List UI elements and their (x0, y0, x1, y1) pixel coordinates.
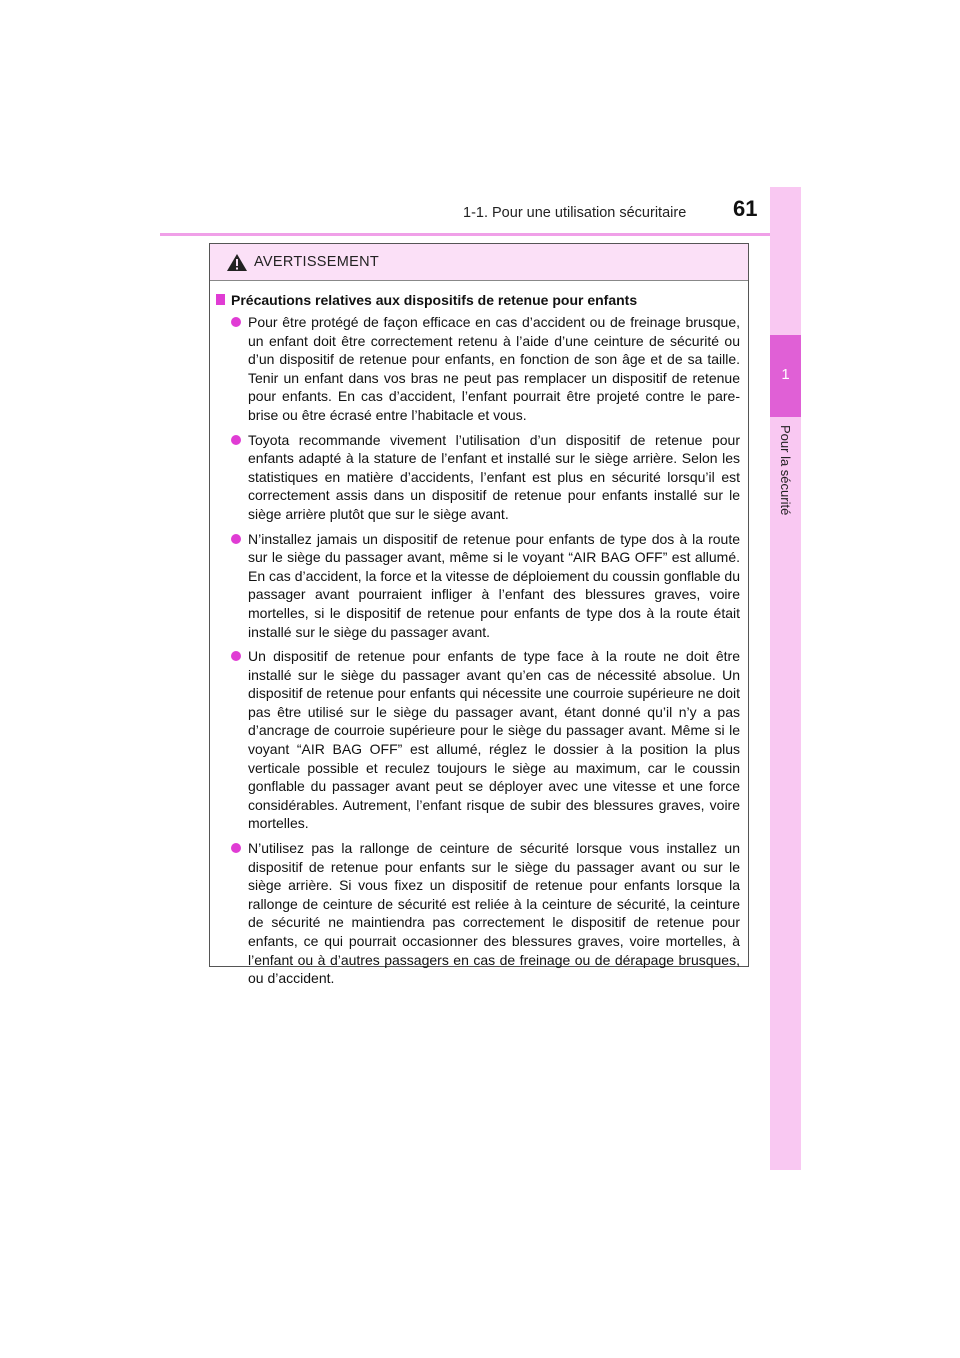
page-number: 61 (733, 196, 758, 221)
square-bullet-icon (216, 294, 225, 305)
warning-box (209, 243, 749, 987)
list-item (216, 313, 740, 425)
warning-header (210, 244, 748, 281)
list-item-text: Toyota recommande vivement l’utilisation d’un dispositif de retenue pour enfants adapté à la stature de l’enfant et installé sur le siège arrière. Selon les statistiques en matière d’accidents, l’enfant est plus en sécurité lorsqu’il est correctement assis dans un dispositif de retenue pour enfants installé sur le siège arrière plutôt que sur le siège avant. (248, 431, 740, 522)
section-title: 1-1. Pour une utilisation sécuritaire (463, 205, 687, 221)
list-item (216, 431, 740, 524)
warning-triangle-icon (226, 253, 248, 272)
side-tab-number: 1 (781, 366, 790, 383)
header-rule (160, 233, 800, 236)
section-heading (216, 291, 740, 309)
side-tab-label: Pour la sécurité (778, 425, 793, 516)
round-bullet-icon (231, 317, 241, 327)
list-item (216, 839, 740, 988)
warning-content (210, 281, 748, 988)
list-item (216, 647, 740, 833)
list-item-text: N’utilisez pas la rallonge de ceinture de sécurité lorsque vous installez un dispositif de retenue pour enfants sur le siège du passager avant ou sur le siège arrière. Si vous fixez un dispositif de retenue pour enfants lorsque la rallonge de ceinture de sécurité est reliée à la ceinture de sécurité, la ceinture de sécurité ne maintiendra pas correctement le dispositif de retenue pour enfants, ce qui pourrait occasionner des blessures graves, voire mortelles, à l’enfant ou à d’autres passagers en cas de freinage ou de dérapage brusques, ou d’accident. (248, 840, 740, 987)
round-bullet-icon (231, 534, 241, 544)
list-item-text: Pour être protégé de façon efficace en cas d’accident ou de freinage brusque, un enfant doit être correctement retenu à l’aide d’une ceinture de sécurité ou d’un dispositif de retenue pour enfants, en fonction de son âge et de sa taille. Tenir un enfant dans vos bras ne peut pas remplacer un dispositif de retenue pour enfants. En cas d’accident, l’enfant pourrait être projeté contre le pare-brise ou être écrasé entre l’habitacle et vous. (248, 314, 740, 423)
section-heading-text: Précautions relatives aux dispositifs de retenue pour enfants (231, 292, 638, 308)
list-item-text: N’installez jamais un dispositif de retenue pour enfants de type dos à la route sur le siège du passager avant, même si le voyant “AIR BAG OFF” est allumé. En cas d’accident, la force et la vitesse de déploiement du coussin gonflable du passager avant pourraient infliger à l’enfant des blessures graves, voire mortelles, si le dispositif de retenue pour enfants de type dos à la route était installé sur le siège du passager avant. (248, 530, 740, 640)
list-item-text: Un dispositif de retenue pour enfants de type face à la route ne doit être installé sur le siège du passager avant qu’en cas de nécessité absolue. Un dispositif de retenue pour enfants qui nécessite une courroie supérieure ne doit pas être utilisé sur le siège du passager avant, étant donné qu’il n’y a pas d’ancrage de courroie supérieure pour le siège du passager avant. Même si le voyant “AIR BAG OFF” est allumé, réglez le dossier à la position la plus verticale possible et reculez toujours le siège au maximum, car le coussin gonflable du passager avant peut se déployer avec une vitesse et une force considérables. Autrement, l’enfant risque de subir des blessures graves, voire mortelles. (248, 648, 740, 832)
warning-title: AVERTISSEMENT (254, 254, 380, 270)
round-bullet-icon (231, 843, 241, 853)
round-bullet-icon (231, 651, 241, 661)
list-item (216, 530, 740, 642)
round-bullet-icon (231, 435, 241, 445)
